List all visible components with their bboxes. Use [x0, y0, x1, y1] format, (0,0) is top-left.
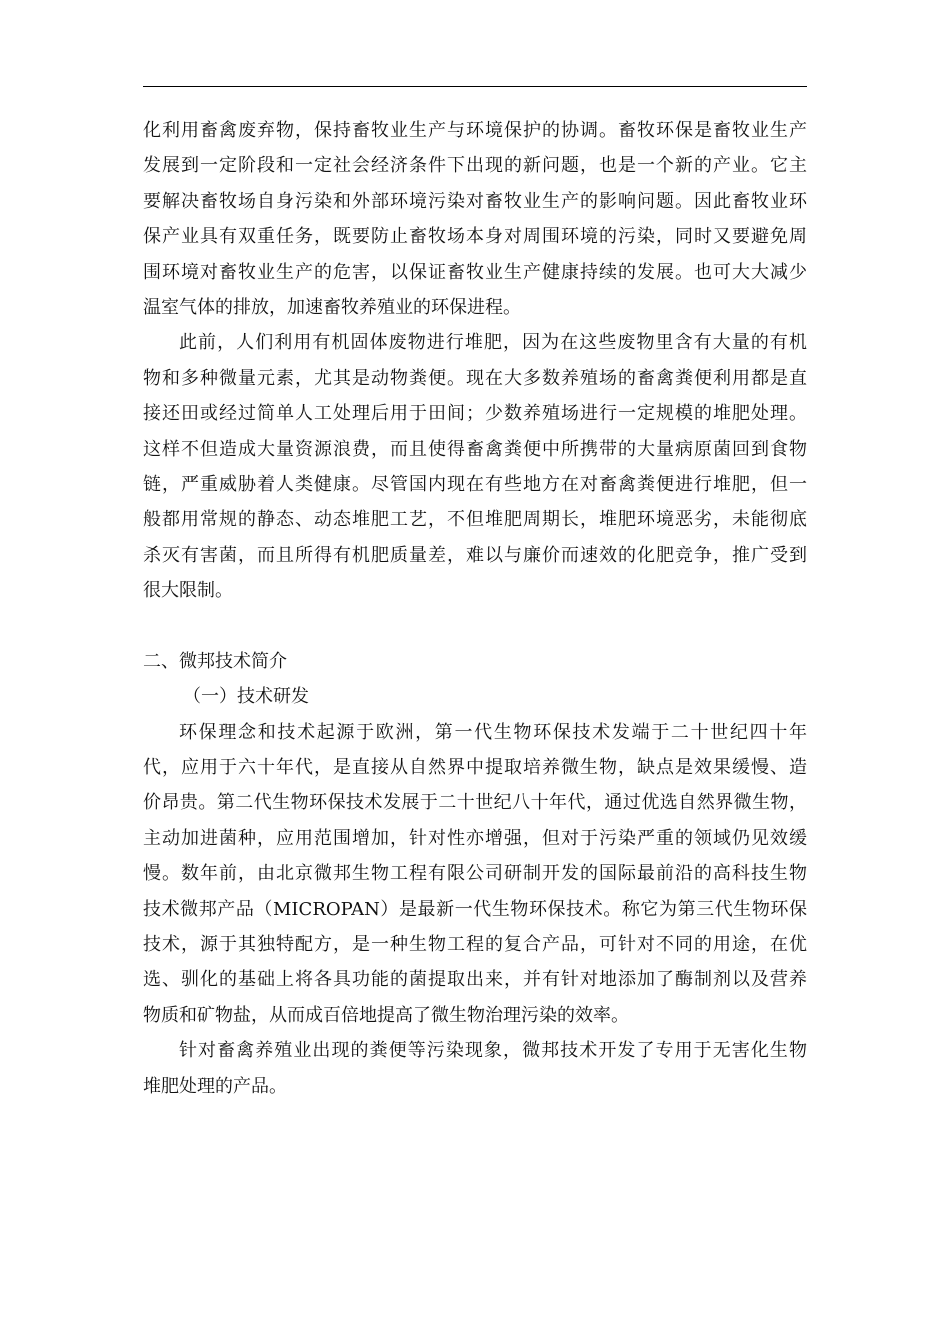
- paragraph-3: [143, 715, 807, 1034]
- paragraph-line: 技术，源于其独特配方，是一种生物工程的复合产品，可针对不同的用途，在优: [143, 933, 807, 955]
- paragraph-line: 温室气体的排放，加速畜牧养殖业的环保进程。: [143, 296, 521, 318]
- paragraph-line: 物和多种微量元素，尤其是动物粪便。现在大多数养殖场的畜禽粪便利用都是直: [143, 367, 807, 389]
- paragraph-line: 杀灭有害菌，而且所得有机肥质量差，难以与廉价而速效的化肥竞争，推广受到: [143, 544, 807, 566]
- paragraph-1: [143, 113, 807, 325]
- paragraph-line: 选、驯化的基础上将各具功能的菌提取出来，并有针对地添加了酶制剂以及营养: [143, 969, 807, 991]
- paragraph-2: [143, 325, 807, 608]
- blank-line: [143, 608, 807, 643]
- paragraph-line: 般都用常规的静态、动态堆肥工艺，不但堆肥周期长，堆肥环境恶劣，未能彻底: [143, 509, 807, 531]
- paragraph-line: 链，严重威胁着人类健康。尽管国内现在有些地方在对畜禽粪便进行堆肥，但一: [143, 473, 807, 495]
- paragraph-line: 堆肥处理的产品。: [143, 1075, 287, 1097]
- paragraph-line: 针对畜禽养殖业出现的粪便等污染现象，微邦技术开发了专用于无害化生物: [179, 1040, 807, 1062]
- paragraph-line: 慢。数年前，由北京微邦生物工程有限公司研制开发的国际最前沿的高科技生物: [143, 863, 807, 885]
- paragraph-line: 代，应用于六十年代，是直接从自然界中提取培养微生物，缺点是效果缓慢、造: [143, 757, 807, 779]
- paragraph-line: 围环境对畜牧业生产的危害，以保证畜牧业生产健康持续的发展。也可大大减少: [143, 261, 807, 283]
- paragraph-line: 价昂贵。第二代生物环保技术发展于二十世纪八十年代，通过优选自然界微生物，: [143, 792, 807, 814]
- paragraph-line: 环保理念和技术起源于欧洲，第一代生物环保技术发端于二十世纪四十年: [179, 721, 807, 743]
- subsection-heading: （一）技术研发: [183, 686, 309, 708]
- paragraph-line: 发展到一定阶段和一定社会经济条件下出现的新问题，也是一个新的产业。它主: [143, 155, 807, 177]
- paragraph-line: 化利用畜禽废弃物，保持畜牧业生产与环境保护的协调。畜牧环保是畜牧业生产: [143, 120, 807, 141]
- paragraph-line: 主动加进菌种，应用范围增加，针对性亦增强，但对于污染严重的领域仍见效缓: [143, 827, 807, 849]
- paragraph-4: [143, 1033, 807, 1104]
- paragraph-line: 此前，人们利用有机固体废物进行堆肥，因为在这些废物里含有大量的有机: [179, 332, 807, 354]
- paragraph-line: 接还田或经过简单人工处理后用于田间；少数养殖场进行一定规模的堆肥处理。: [143, 403, 807, 425]
- section-heading: 二、微邦技术简介: [143, 650, 287, 672]
- paragraph-line: 保产业具有双重任务，既要防止畜牧场本身对周围环境的污染，同时又要避免周: [143, 226, 807, 248]
- paragraph-line: 物质和矿物盐，从而成百倍地提高了微生物治理污染的效率。: [143, 1004, 629, 1026]
- paragraph-line: 这样不但造成大量资源浪费，而且使得畜禽粪便中所携带的大量病原菌回到食物: [143, 438, 807, 460]
- paragraph-line: 技术微邦产品（MICROPAN）是最新一代生物环保技术。称它为第三代生物环保: [143, 898, 807, 920]
- document-body: [143, 113, 807, 1104]
- paragraph-line: 很大限制。: [143, 580, 233, 602]
- paragraph-line: 要解决畜牧场自身污染和外部环境污染对畜牧业生产的影响问题。因此畜牧业环: [143, 190, 807, 212]
- header-rule: [143, 86, 807, 87]
